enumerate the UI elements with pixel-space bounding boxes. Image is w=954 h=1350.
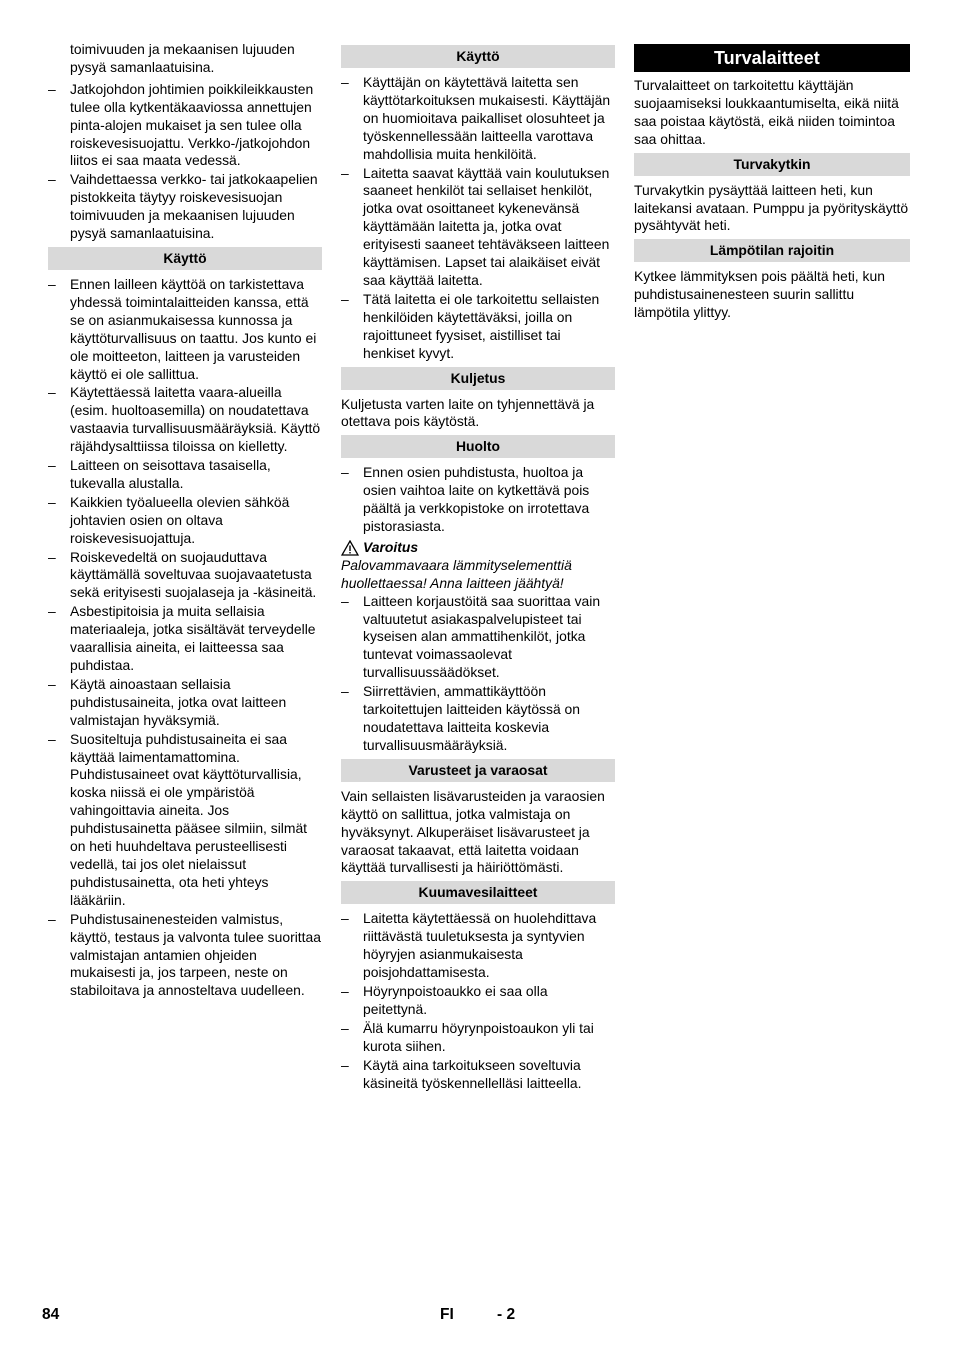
- list-item: – Käytä ainoastaan sellaisia puhdistusaineita, jotka ovat laitteen valmistajan hyväksymiä.: [48, 676, 322, 730]
- list-kaytto: [48, 276, 322, 1000]
- paragraph-varusteet: Vain sellaisten lisävarusteiden ja varaosien käyttö on sallittua, jotka valmistaja on hyväksynyt. Alkuperäiset lisävarusteet ja varaosat takaavat, että laitetta voidaan käyttää turvallisesti ja häiriöttömästi.: [341, 787, 605, 876]
- section-heading-kaytto: Käyttö: [341, 45, 615, 68]
- list-item: – Höyrynpoistoaukko ei saa olla peitettynä.: [341, 983, 615, 1019]
- column-3: [634, 41, 910, 326]
- section-heading-kaytto: Käyttö: [48, 247, 322, 270]
- list-item: – Laitetta saavat käyttää vain koulutuksen saaneet henkilöt tai sellaiset henkilöt, jotka ovat osoittaneet kykenevänsä käyttämään laitetta ja, jotka ovat erityisesti saaneet tehtäväkseen laitteen käyttämisen. Lapset tai alaikäiset eivät saa käyttää laitetta.: [341, 165, 615, 290]
- list-item: – Älä kumarru höyrynpoistoaukon yli tai kurota siihen.: [341, 1020, 615, 1056]
- warning-label: Varoitus: [363, 538, 419, 555]
- list-item: – Laitteen korjaustöitä saa suorittaa vain valtuutetut asiakaspalvelupisteet tai kyseisen alan ammattihenkilöt, jotka tuntevat voimassaolevat turvallisuussäädökset.: [341, 593, 615, 683]
- paragraph-lampotila: Kytkee lämmityksen pois päältä heti, kun puhdistusainenesteen suurin sallittu lämpötila ylittyy.: [634, 268, 885, 321]
- list-item: – Suositeltuja puhdistusaineita ei saa käyttää laimentamattomina. Puhdistusaineet ovat käyttöturvallisia, koska niissä ei ole ympäristöä vahingoittavia aineita. Jos puhdistusainetta pääsee silmiin, silmät on heti huuhdeltava perusteellisesti vedellä, tai jos olet nielaissut puhdistusainetta, ota heti yhteys lääkäriin.: [48, 731, 322, 910]
- section-heading-kuumavesi: Kuumavesilaitteet: [341, 881, 615, 904]
- warning-heading: [341, 539, 615, 557]
- language-code: FI: [440, 1306, 454, 1323]
- list-item: – Käytettäessä laitetta vaara-alueilla (esim. huoltoasemilla) on noudatettava vastaavia turvallisuusmääräyksiä. Käyttö räjähdysalttiissa tiloissa on kielletty.: [48, 384, 322, 456]
- list-item: – Ennen osien puhdistusta, huoltoa ja osien vaihtoa laite on kytkettävä pois päältä ja verkkopistoke on irrotettava pistorasiasta.: [341, 464, 615, 536]
- list-item: – Roiskevedeltä on suojauduttava käyttämällä soveltuvaa suojavaatetusta sekä erityisesti suojalaseja ja -käsineitä.: [48, 549, 322, 603]
- section-number: - 2: [497, 1306, 516, 1323]
- list-item: – Laitetta käytettäessä on huolehdittava riittävästä tuuletuksesta ja syntyvien höyryjen asianmukaisesta poisjohdattamisesta.: [341, 910, 615, 982]
- list-cables: [48, 81, 322, 243]
- chapter-heading-turvalaitteet: Turvalaitteet: [634, 44, 910, 72]
- list-huolto-b: [341, 593, 615, 755]
- list-kuumavesi: [341, 910, 615, 1092]
- warning-text: Palovammavaara lämmityselementtiä huollettaessa! Anna laitteen jäähtyä!: [341, 556, 572, 591]
- warning-triangle-icon: [341, 540, 359, 556]
- paragraph-turvakytkin: Turvakytkin pysäyttää laitteen heti, kun laitekansi avataan. Pumppu ja pyörityskäyttö pysähtyvät heti.: [634, 181, 909, 234]
- list-item: – Kaikkien työalueella olevien sähköä johtavien osien on oltava roiskevesisuojattuja.: [48, 494, 322, 548]
- list-item: – Vaihdettaessa verkko- tai jatkokaapelien pistokkeita täytyy roiskevesisuojan toimivuuden ja mekaanisen lujuuden pysyä samanlaatuisina.: [48, 171, 322, 243]
- list-kaytto-2: [341, 74, 615, 363]
- list-item: – Laitteen on seisottava tasaisella, tukevalla alustalla.: [48, 457, 322, 493]
- list-item: – Ennen lailleen käyttöä on tarkistettava yhdessä toimintalaitteiden kanssa, että se on asianmukaisessa kunnossa ja käyttöturvallisuus on taattu. Jos kunto ei ole moitteeton, laitteen ja varusteiden käyttö ei ole sallittua.: [48, 276, 322, 383]
- list-item: – Jatkojohdon johtimien poikkileikkausten tulee olla kytkentäkaaviossa annettujen pinta-alojen mukaiset ja sen tulee olla roiskevesisuojattu. Verkko-/jatkojohdon liitos ei saa maata vedessä.: [48, 81, 322, 171]
- section-heading-turvakytkin: Turvakytkin: [634, 153, 910, 176]
- list-item: – Siirrettävien, ammattikäyttöön tarkoitettujen laitteiden käytössä on noudatettava laitteita koskevia turvallisuusmääräyksiä.: [341, 683, 615, 755]
- list-item: – Tätä laitetta ei ole tarkoitettu sellaisten henkilöiden käytettäväksi, joilla on rajoittuneet fyysiset, aistilliset tai henkiset kyvyt.: [341, 291, 615, 363]
- list-item: – Asbestipitoisia ja muita sellaisia materiaaleja, jotka sisältävät terveydelle vaarallisia aineita, ei laitteessa saa puhdistaa.: [48, 603, 322, 675]
- list-item: – Käyttäjän on käytettävä laitetta sen käyttötarkoituksen mukaisesti. Käyttäjän on huomioitava paikalliset olosuhteet ja työskennellessään laitteella varottava mahdollisia muita henkilöitä.: [341, 74, 615, 164]
- paragraph-kuljetus: Kuljetusta varten laite on tyhjennettävä ja otettava pois käytöstä.: [341, 395, 595, 430]
- column-1: [48, 41, 322, 1004]
- continued-text: toimivuuden ja mekaanisen lujuuden pysyä samanlaatuisina.: [70, 41, 295, 75]
- section-heading-varusteet: Varusteet ja varaosat: [341, 759, 615, 782]
- paragraph-turvalaitteet: Turvalaitteet on tarkoitettu käyttäjän suojaamiseksi loukkaantumiselta, eikä niitä saa poistaa käytöstä, eikä niiden toimintoa saa ohittaa.: [634, 77, 899, 147]
- section-heading-kuljetus: Kuljetus: [341, 367, 615, 390]
- page-number: 84: [42, 1306, 60, 1323]
- list-huolto-a: [341, 464, 615, 536]
- section-heading-lampotila: Lämpötilan rajoitin: [634, 239, 910, 262]
- column-2: [341, 41, 615, 1096]
- list-item: – Puhdistusainenesteiden valmistus, käyttö, testaus ja valvonta tulee suorittaa valmistajan antamien ohjeiden mukaisesti ja, jos tarpeen, neste on stabiloitava ja annosteltava uudelleen.: [48, 911, 322, 1001]
- list-item: – Käytä aina tarkoitukseen soveltuvia käsineitä työskennellelläsi laitteella.: [341, 1057, 615, 1093]
- section-heading-huolto: Huolto: [341, 435, 615, 458]
